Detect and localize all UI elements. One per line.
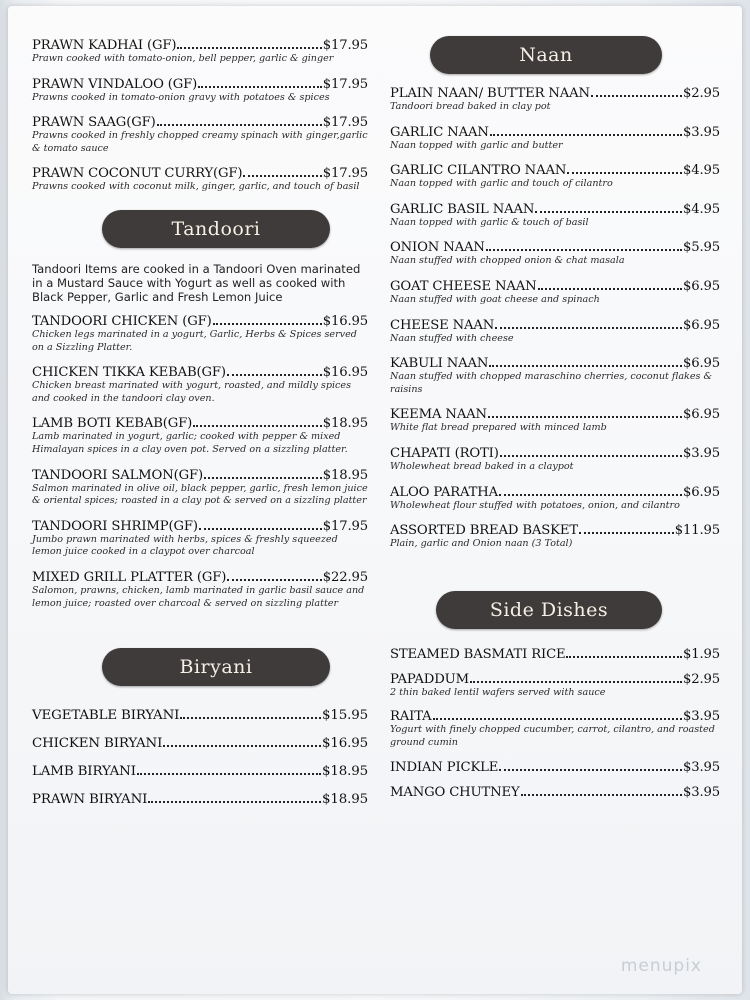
item-description: Chicken legs marinated in a yogurt, Garlic, Herbs & Spices served on a Sizzling Platter. — [32, 328, 357, 353]
item-name: LAMB BOTI KEBAB(GF) — [32, 416, 193, 432]
item-name: PLAIN NAAN/ BUTTER NAAN — [390, 86, 590, 101]
item-name: CHEESE NAAN — [390, 317, 495, 333]
item-name: PRAWN BIRYANI — [32, 792, 148, 808]
menu-item — [32, 38, 368, 66]
left-column — [32, 38, 368, 820]
item-name: PRAWN VINDALOO (GF) — [32, 76, 198, 92]
item-name: RAITA — [390, 709, 432, 725]
menu-item — [390, 163, 720, 191]
menu-item — [32, 468, 368, 508]
item-price: $6.95 — [682, 407, 720, 423]
tandoori-section — [32, 314, 368, 610]
naan-section — [390, 86, 720, 551]
item-name: CHAPATI (ROTI) — [390, 445, 499, 461]
item-price: $6.95 — [682, 484, 720, 500]
menu-item — [32, 570, 368, 610]
menu-item — [390, 672, 720, 700]
menu-item — [32, 77, 368, 105]
item-name: KABULI NAAN — [390, 356, 489, 372]
item-name: KEEMA NAAN — [390, 407, 487, 423]
item-description: Prawns cooked with coconut milk, ginger, garlic, and touch of basil — [32, 181, 360, 193]
item-description: Tandoori bread baked in clay pot — [390, 101, 551, 112]
item-price: $17.95 — [322, 76, 368, 92]
item-name: GARLIC NAAN — [390, 124, 489, 140]
item-name: VEGETABLE BIRYANI — [32, 708, 180, 724]
item-price: $16.95 — [322, 313, 368, 329]
biryani-section — [32, 708, 368, 807]
item-name: CHICKEN BIRYANI — [32, 736, 163, 752]
item-price: $5.95 — [682, 240, 720, 256]
item-name: TANDOORI CHICKEN (GF) — [32, 313, 212, 329]
menu-item — [390, 86, 720, 114]
menu-item — [390, 446, 720, 474]
item-description: Prawn cooked with tomato-onion, bell pepper, garlic & ginger — [32, 53, 334, 64]
item-description: Naan stuffed with chopped maraschino cherries, coconut flakes & raisins — [390, 371, 713, 395]
item-description: Naan stuffed with cheese — [390, 332, 514, 344]
item-price: $6.95 — [682, 356, 720, 372]
menu-item — [390, 709, 720, 749]
item-price: $22.95 — [322, 569, 368, 585]
item-name: PRAWN COCONUT CURRY(GF) — [32, 166, 243, 182]
item-description: Naan topped with garlic & touch of basil — [390, 216, 589, 228]
item-name: GARLIC CILANTRO NAAN — [390, 163, 567, 179]
menu-item — [390, 356, 720, 396]
item-name: MIXED GRILL PLATTER (GF) — [32, 569, 227, 585]
menu-item — [390, 485, 720, 513]
item-description: Wholewheat bread baked in a claypot — [390, 460, 574, 472]
item-price: $4.95 — [682, 201, 720, 217]
menu-item — [32, 365, 368, 405]
menu-item — [390, 407, 720, 435]
item-name: INDIAN PICKLE — [390, 759, 499, 775]
tandoori-intro: Tandoori Items are cooked in a Tandoori Oven marinated in a Mustard Sauce with Yogurt as well as cooked with Black Pepper, Garlic and Fresh Lemon Juice — [32, 261, 361, 304]
item-price: $11.95 — [674, 523, 720, 539]
item-price: $17.95 — [322, 115, 368, 131]
item-price: $2.95 — [682, 86, 720, 101]
item-name: GARLIC BASIL NAAN — [390, 201, 535, 217]
item-description: Prawns cooked in tomato-onion gravy with potatoes & spices — [32, 91, 330, 103]
item-name: ONION NAAN — [390, 240, 485, 256]
item-description: Jumbo prawn marinated with herbs, spices & freshly squeezed lemon juice cooked in a claypot over charcoal — [32, 533, 338, 558]
menu-item — [32, 115, 368, 155]
item-description: Naan topped with garlic and touch of cilantro — [390, 178, 613, 190]
item-price: $6.95 — [682, 317, 720, 333]
biryani-section-header: Biryani — [102, 648, 330, 686]
item-price: $16.95 — [322, 736, 368, 752]
item-description: Yogurt with finely chopped cucumber, carrot, cilantro, and roasted ground cumin — [390, 724, 715, 748]
item-price: $4.95 — [682, 163, 720, 179]
item-price: $17.95 — [322, 38, 368, 53]
item-price: $17.95 — [322, 166, 368, 182]
item-description: Wholewheat flour stuffed with potatoes, onion, and cilantro — [390, 499, 680, 511]
item-description: Chicken breast marinated with yogurt, roasted, and mildly spices and cooked in the tandoori clay oven. — [32, 380, 352, 404]
item-name: PAPADDUM — [390, 671, 469, 687]
item-price: $3.95 — [682, 759, 720, 775]
item-name: GOAT CHEESE NAAN — [390, 278, 537, 294]
item-price: $16.95 — [322, 365, 368, 381]
menu-item — [390, 125, 720, 153]
item-name: STEAMED BASMATI RICE — [390, 646, 566, 662]
item-description: White flat bread prepared with minced lamb — [390, 422, 607, 434]
menu-item — [32, 792, 368, 807]
menu-item — [390, 523, 720, 551]
item-price: $15.95 — [322, 708, 368, 724]
prawn-section — [32, 38, 368, 194]
menu-item — [32, 314, 368, 354]
tandoori-section-header: Tandoori — [102, 210, 330, 248]
item-price: $3.95 — [682, 784, 720, 800]
item-description: Naan stuffed with goat cheese and spinach — [390, 293, 600, 305]
item-name: PRAWN SAAG(GF) — [32, 115, 156, 131]
item-price: $18.95 — [322, 467, 368, 483]
item-description: Salomon, prawns, chicken, lamb marinated in garlic basil sauce and lemon juice; roasted over charcoal & served on sizzling platter — [32, 584, 365, 609]
item-price: $2.95 — [682, 671, 720, 687]
side-dishes-section — [390, 647, 720, 800]
menu-item — [390, 785, 720, 800]
item-description: Naan topped with garlic and butter — [390, 139, 563, 151]
naan-section-header: Naan — [430, 36, 662, 74]
item-name: MANGO CHUTNEY — [390, 784, 520, 800]
item-description: Lamb marinated in yogurt, garlic; cooked with pepper & mixed Himalayan spices in a clay oven pot. Served on a sizzling platter. — [32, 431, 348, 455]
item-price: $6.95 — [682, 278, 720, 294]
item-name: PRAWN KADHAI (GF) — [32, 38, 177, 53]
item-name: ASSORTED BREAD BASKET — [390, 523, 578, 539]
menu-item — [32, 708, 368, 723]
item-name: LAMB BIRYANI — [32, 764, 136, 780]
item-description: Plain, garlic and Onion naan (3 Total) — [390, 538, 573, 550]
item-description: Naan stuffed with chopped onion & chat masala — [390, 255, 625, 267]
item-price: $18.95 — [322, 416, 368, 432]
item-description: Salmon marinated in olive oil, black pepper, garlic, fresh lemon juice & oriental spices; roasted in a clay pot & served on a sizzling platter — [32, 482, 368, 507]
side-dishes-section-header: Side Dishes — [436, 591, 662, 629]
item-name: ALOO PARATHA — [390, 484, 499, 500]
item-price: $1.95 — [682, 646, 720, 662]
item-name: TANDOORI SALMON(GF) — [32, 467, 203, 483]
item-price: $3.95 — [682, 709, 720, 725]
right-column — [390, 36, 720, 810]
menu-item — [390, 240, 720, 268]
item-description: Prawns cooked in freshly chopped creamy spinach with ginger,garlic & tomato sauce — [32, 130, 368, 154]
menu-item — [32, 166, 368, 194]
menu-item — [390, 318, 720, 346]
menu-page — [8, 6, 742, 994]
item-price: $3.95 — [682, 124, 720, 140]
item-price: $3.95 — [682, 445, 720, 461]
item-price: $18.95 — [322, 792, 368, 808]
watermark-logo: menupix — [620, 956, 702, 976]
item-price: $17.95 — [322, 518, 368, 534]
item-description: 2 thin baked lentil wafers served with sauce — [390, 686, 606, 698]
menu-item — [390, 647, 720, 662]
menu-item — [32, 416, 368, 456]
menu-item — [390, 760, 720, 775]
menu-item — [32, 736, 368, 751]
menu-item — [32, 764, 368, 779]
menu-item — [390, 202, 720, 230]
item-name: TANDOORI SHRIMP(GF) — [32, 518, 198, 534]
item-price: $18.95 — [322, 764, 368, 780]
menu-item — [32, 519, 368, 559]
menu-item — [390, 279, 720, 307]
item-name: CHICKEN TIKKA KEBAB(GF) — [32, 365, 226, 381]
